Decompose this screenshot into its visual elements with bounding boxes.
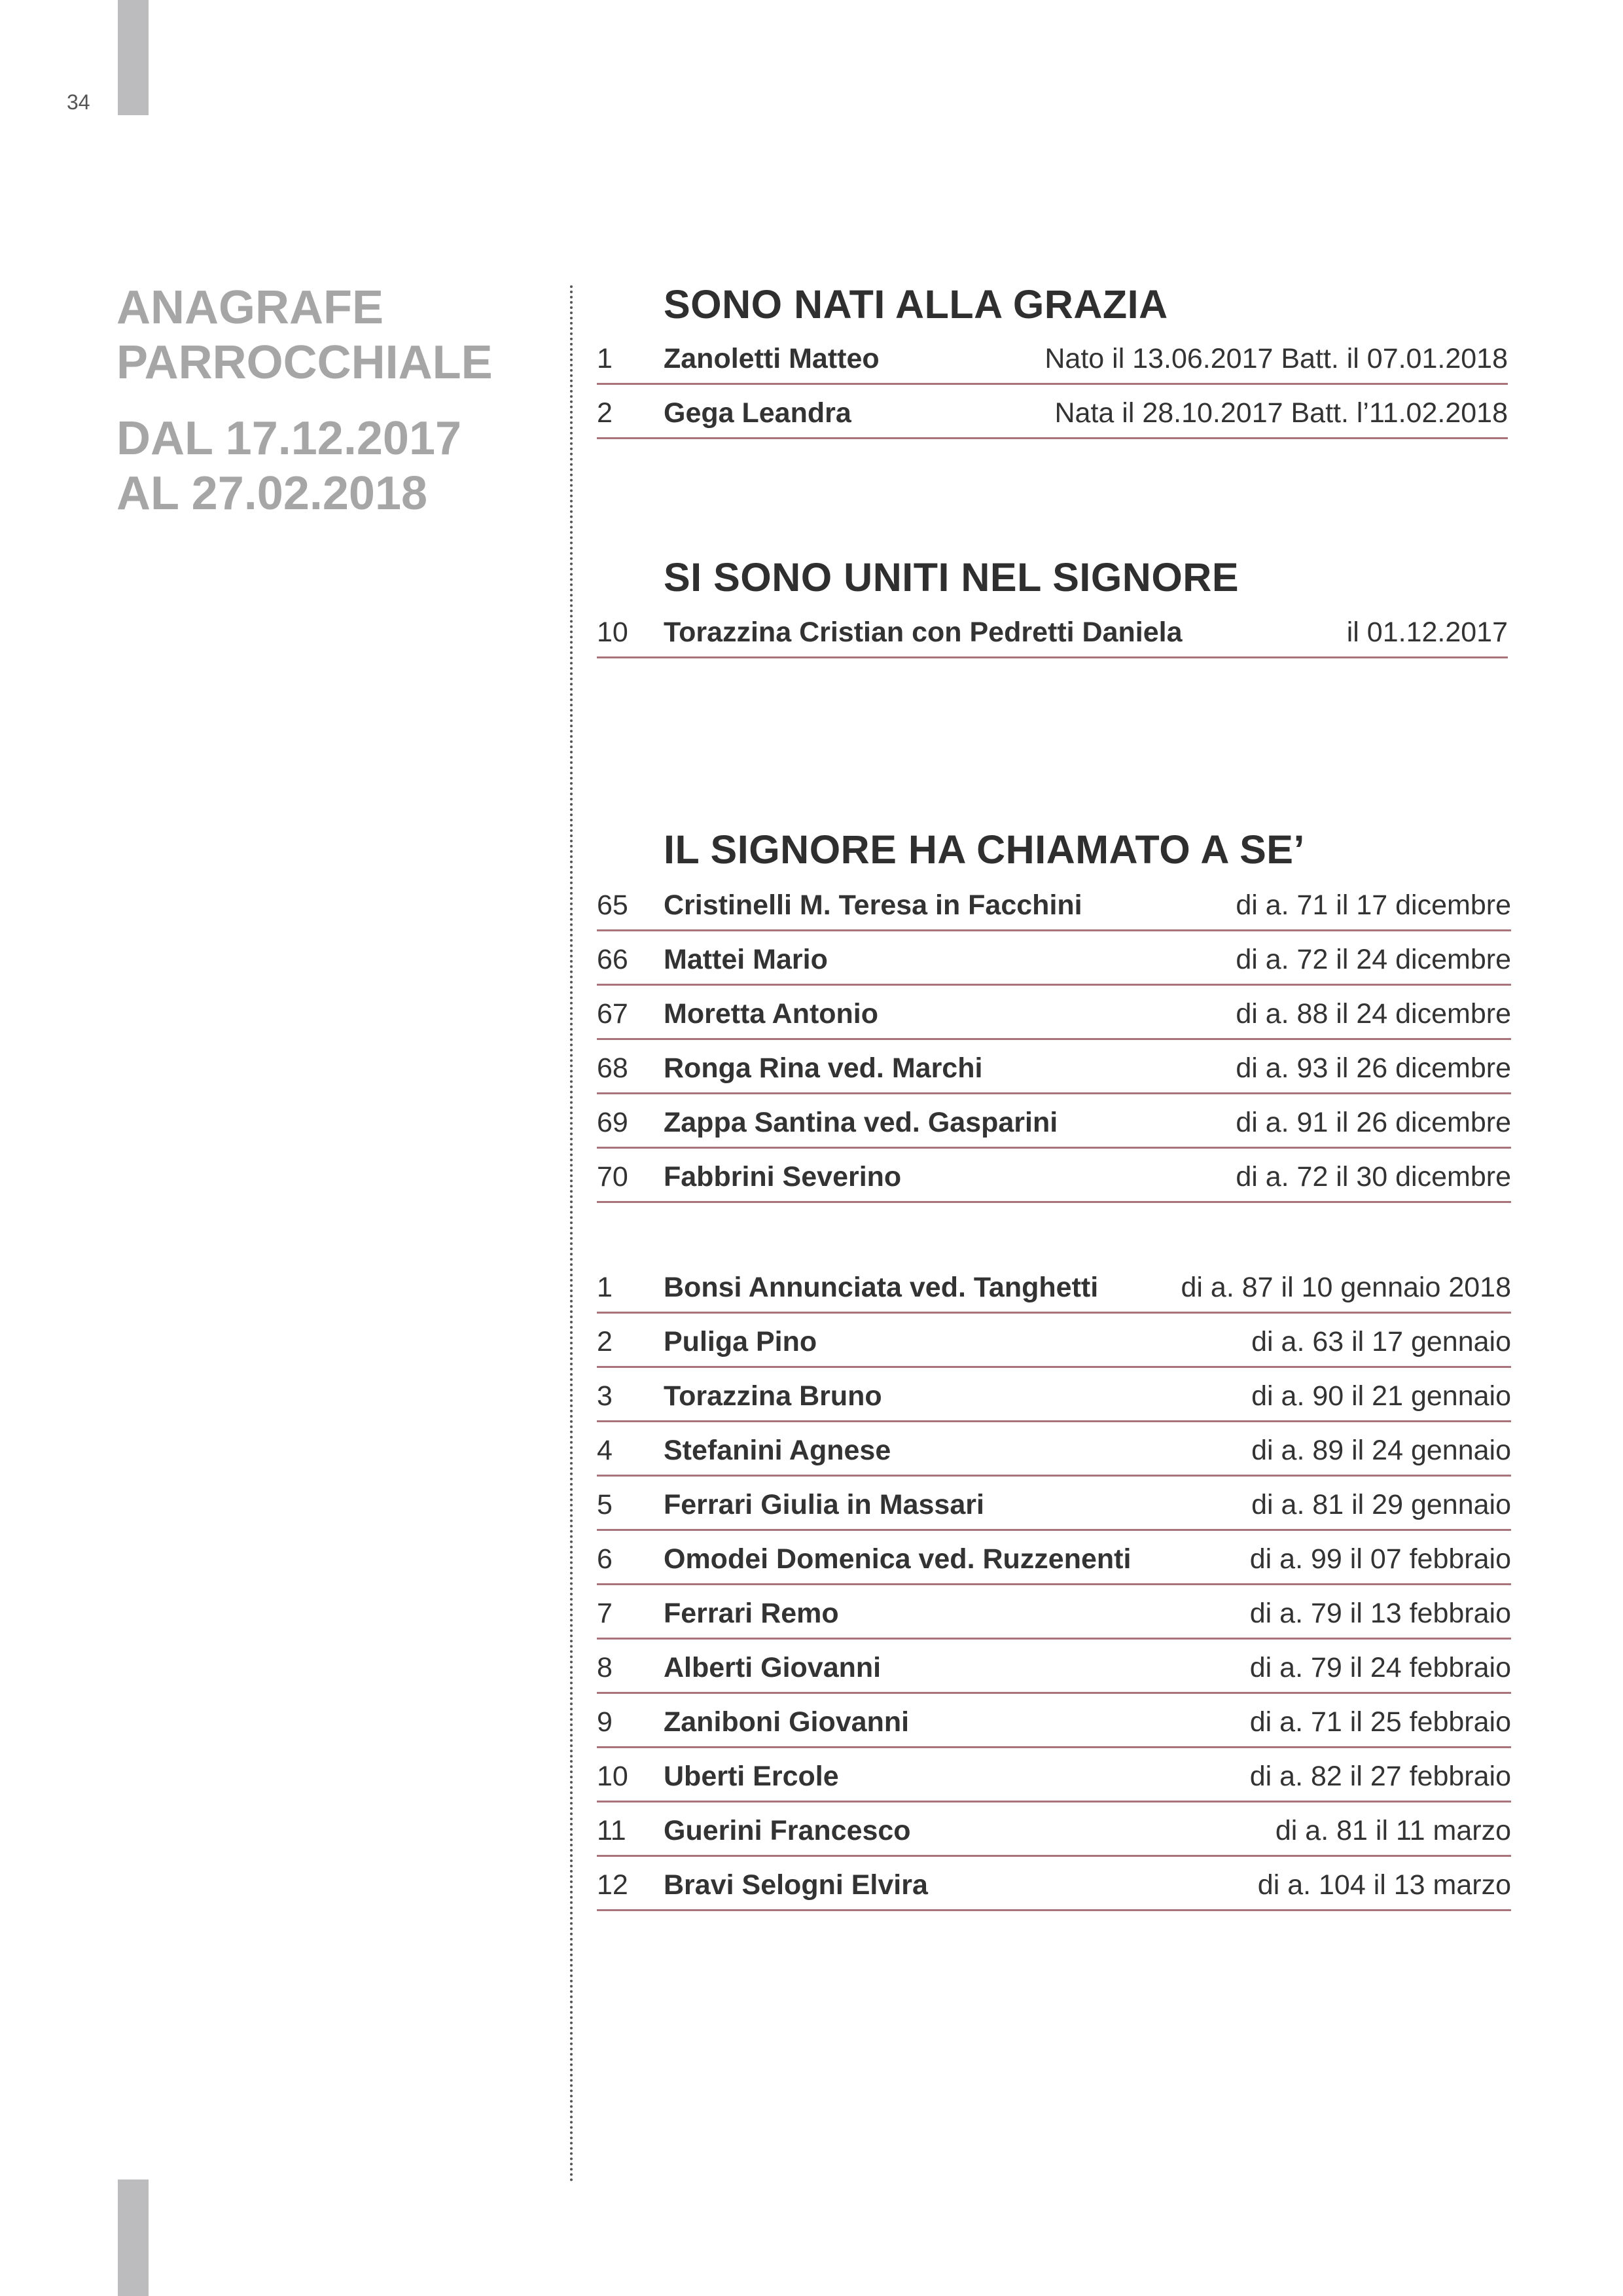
top-margin-bar <box>118 0 149 115</box>
entry-number: 65 <box>597 889 628 921</box>
title-line-2: PARROCCHIALE <box>116 336 493 389</box>
death-entry <box>597 1260 1511 1314</box>
entry-detail: di a. 79 il 13 febbraio <box>1249 1598 1511 1629</box>
entry-detail: di a. 71 il 17 dicembre <box>1236 889 1511 921</box>
entry-name: Ferrari Giulia in Massari <box>664 1489 984 1520</box>
entry-detail: di a. 81 il 11 marzo <box>1275 1815 1511 1846</box>
entry-number: 4 <box>597 1435 613 1466</box>
births-heading: SONO NATI ALLA GRAZIA <box>664 282 1168 327</box>
entry-name: Torazzina Bruno <box>664 1380 882 1412</box>
entry-number: 5 <box>597 1489 613 1520</box>
entry-detail: il 01.12.2017 <box>1346 617 1508 648</box>
death-entry <box>597 1749 1511 1803</box>
death-entry <box>597 1149 1511 1203</box>
title-line-3: DAL 17.12.2017 <box>116 412 462 465</box>
entry-number: 66 <box>597 944 628 975</box>
entry-name: Cristinelli M. Teresa in Facchini <box>664 889 1082 921</box>
page-number: 34 <box>67 90 90 114</box>
death-entry <box>597 986 1511 1040</box>
marriages-heading: SI SONO UNITI NEL SIGNORE <box>664 555 1240 600</box>
entry-number: 69 <box>597 1107 628 1138</box>
entry-name: Alberti Giovanni <box>664 1652 882 1683</box>
entry-name: Gega Leandra <box>664 397 851 429</box>
title-line-4: AL 27.02.2018 <box>116 467 428 520</box>
entry-detail: di a. 89 il 24 gennaio <box>1251 1435 1511 1466</box>
death-entry <box>597 1041 1511 1094</box>
entry-name: Zappa Santina ved. Gasparini <box>664 1107 1058 1138</box>
entry-detail: di a. 104 il 13 marzo <box>1257 1869 1511 1901</box>
entry-number: 9 <box>597 1706 613 1738</box>
entry-number: 11 <box>597 1815 626 1846</box>
entry-detail: di a. 91 il 26 dicembre <box>1236 1107 1511 1138</box>
entry-detail: di a. 63 il 17 gennaio <box>1251 1326 1511 1357</box>
entry-number: 67 <box>597 998 628 1030</box>
bottom-margin-bar <box>118 2179 149 2296</box>
entry-name: Mattei Mario <box>664 944 828 975</box>
entry-detail: di a. 72 il 30 dicembre <box>1236 1161 1511 1193</box>
entry-detail: di a. 88 il 24 dicembre <box>1236 998 1511 1030</box>
entry-number: 8 <box>597 1652 613 1683</box>
death-entry <box>597 1423 1511 1477</box>
entry-number: 10 <box>597 1761 628 1792</box>
entry-number: 1 <box>597 343 613 374</box>
death-entry <box>597 1095 1511 1149</box>
death-entry <box>597 1532 1511 1585</box>
entry-name: Fabbrini Severino <box>664 1161 902 1193</box>
entry-name: Zanoletti Matteo <box>664 343 880 374</box>
entry-name: Torazzina Cristian con Pedretti Daniela <box>664 617 1183 648</box>
entry-number: 3 <box>597 1380 613 1412</box>
entry-detail: di a. 93 il 26 dicembre <box>1236 1052 1511 1084</box>
entry-number: 1 <box>597 1272 613 1303</box>
entry-number: 10 <box>597 617 628 648</box>
entry-detail: di a. 87 il 10 gennaio 2018 <box>1181 1272 1511 1303</box>
entry-name: Uberti Ercole <box>664 1761 839 1792</box>
entry-name: Bravi Selogni Elvira <box>664 1869 928 1901</box>
entry-number: 6 <box>597 1543 613 1575</box>
title-line-1: ANAGRAFE <box>116 281 383 334</box>
death-entry <box>597 1640 1511 1694</box>
register-title <box>116 280 535 521</box>
marriage-entry <box>597 605 1508 658</box>
entry-number: 2 <box>597 1326 613 1357</box>
death-entry <box>597 1695 1511 1748</box>
entry-number: 12 <box>597 1869 628 1901</box>
birth-entry <box>597 386 1508 439</box>
death-entry <box>597 1477 1511 1531</box>
entry-number: 2 <box>597 397 613 429</box>
entry-number: 68 <box>597 1052 628 1084</box>
death-entry <box>597 1586 1511 1640</box>
death-entry <box>597 1803 1511 1857</box>
entry-detail: Nata il 28.10.2017 Batt. l’11.02.2018 <box>1054 397 1508 429</box>
entry-detail: di a. 72 il 24 dicembre <box>1236 944 1511 975</box>
death-entry <box>597 1314 1511 1368</box>
entry-detail: di a. 99 il 07 febbraio <box>1249 1543 1511 1575</box>
entry-detail: di a. 79 il 24 febbraio <box>1249 1652 1511 1683</box>
entry-detail: di a. 71 il 25 febbraio <box>1249 1706 1511 1738</box>
death-entry <box>597 878 1511 931</box>
deaths-heading: IL SIGNORE HA CHIAMATO A SE’ <box>664 827 1305 872</box>
entry-number: 70 <box>597 1161 628 1193</box>
entry-name: Zaniboni Giovanni <box>664 1706 910 1738</box>
dotted-divider <box>570 285 573 2183</box>
entry-detail: di a. 90 il 21 gennaio <box>1251 1380 1511 1412</box>
entry-detail: di a. 82 il 27 febbraio <box>1249 1761 1511 1792</box>
entry-name: Puliga Pino <box>664 1326 817 1357</box>
entry-name: Stefanini Agnese <box>664 1435 891 1466</box>
entry-number: 7 <box>597 1598 613 1629</box>
entry-name: Ronga Rina ved. Marchi <box>664 1052 983 1084</box>
entry-detail: Nato il 13.06.2017 Batt. il 07.01.2018 <box>1044 343 1508 374</box>
death-entry <box>597 1857 1511 1911</box>
death-entry <box>597 932 1511 986</box>
death-entry <box>597 1369 1511 1422</box>
birth-entry <box>597 331 1508 385</box>
entry-detail: di a. 81 il 29 gennaio <box>1251 1489 1511 1520</box>
entry-name: Guerini Francesco <box>664 1815 911 1846</box>
entry-name: Ferrari Remo <box>664 1598 839 1629</box>
entry-name: Omodei Domenica ved. Ruzzenenti <box>664 1543 1132 1575</box>
entry-name: Bonsi Annunciata ved. Tanghetti <box>664 1272 1099 1303</box>
entry-name: Moretta Antonio <box>664 998 879 1030</box>
